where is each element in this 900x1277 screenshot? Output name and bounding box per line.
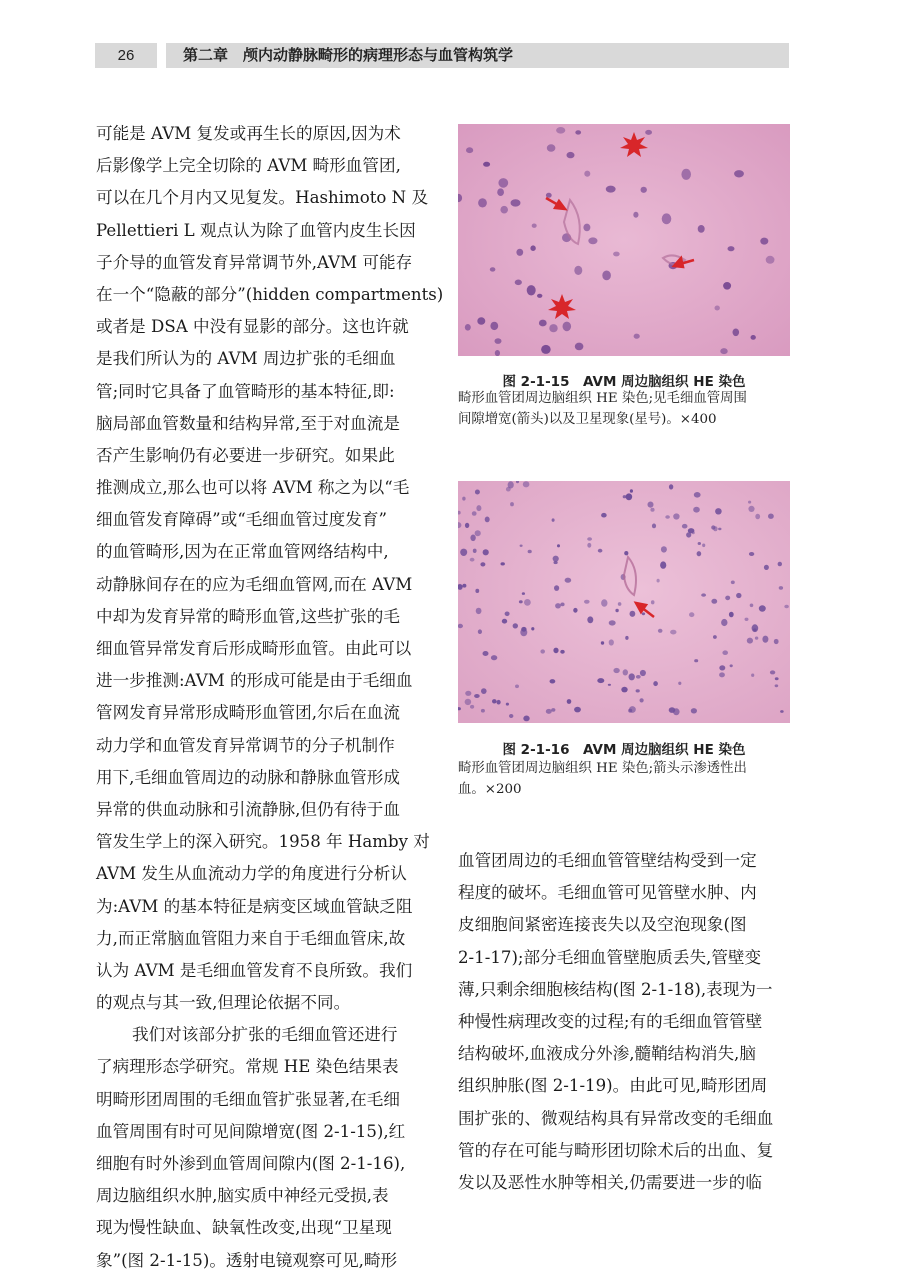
text-line: 脑局部血管数量和结构异常,至于对血流是 <box>96 413 400 433</box>
cell-nucleus <box>540 649 545 653</box>
cell-nucleus <box>658 629 663 633</box>
text-line: 或者是 DSA 中没有显影的部分。这也许就 <box>96 317 409 337</box>
cell-nucleus <box>466 147 473 153</box>
cell-nucleus <box>527 285 536 295</box>
caption-line: 畸形血管团周边脑组织 HE 染色;见毛细血管周围 <box>458 391 747 406</box>
cell-nucleus <box>689 612 694 617</box>
cell-nucleus <box>729 612 734 618</box>
cell-nucleus <box>608 684 611 686</box>
text-line: 管;同时它具备了血管畸形的基本特征,即: <box>96 381 395 401</box>
cell-nucleus <box>523 716 529 722</box>
text-line: 推测成立,那么也可以将 AVM 称之为以“毛 <box>96 478 410 498</box>
cell-nucleus <box>784 605 789 609</box>
cell-nucleus <box>587 537 592 541</box>
text-line: 发以及恶性水肿等相关,仍需要进一步的临 <box>458 1172 762 1192</box>
text-line: 血管周围有时可见间隙增宽(图 2-1-15),红 <box>96 1121 406 1141</box>
cell-nucleus <box>490 267 496 271</box>
cell-nucleus <box>601 599 607 607</box>
cell-nucleus <box>731 581 735 585</box>
cell-nucleus <box>673 513 679 519</box>
cell-nucleus <box>531 627 534 630</box>
cell-nucleus <box>583 224 590 232</box>
text-line: 细胞有时外渗到血管周间隙内(图 2-1-16), <box>96 1154 406 1173</box>
cell-nucleus <box>606 186 616 193</box>
left-text-column <box>96 118 444 1277</box>
text-line: 可能是 AVM 复发或再生长的原因,因为术 <box>96 124 401 143</box>
cell-nucleus <box>618 602 622 606</box>
cell-nucleus <box>621 687 627 693</box>
cell-nucleus <box>770 670 775 674</box>
cell-nucleus <box>669 484 673 489</box>
text-line: 管网发育异常形成畸形血管团,尔后在血流 <box>96 703 400 723</box>
cell-nucleus <box>636 675 641 679</box>
text-line: 子介导的血管发育异常调节外,AVM 可能存 <box>96 252 413 272</box>
text-line: 异常的供血动脉和引流静脉,但仍有待于血 <box>96 799 400 819</box>
page-number: 26 <box>117 47 135 64</box>
cell-nucleus <box>481 709 485 713</box>
cell-nucleus <box>715 306 720 311</box>
cell-nucleus <box>780 710 784 713</box>
cell-nucleus <box>551 708 555 712</box>
cell-nucleus <box>495 350 500 356</box>
cell-nucleus <box>723 282 731 290</box>
cell-nucleus <box>657 579 660 583</box>
text-line: 是我们所认为的 AVM 周边扩张的毛细血 <box>96 349 396 369</box>
cell-nucleus <box>720 348 727 354</box>
cell-nucleus <box>693 507 700 513</box>
text-line: 2-1-17);部分毛细血管壁胞质丢失,管壁变 <box>458 947 762 967</box>
cell-nucleus <box>645 130 652 135</box>
cell-nucleus <box>694 659 698 662</box>
cell-nucleus <box>521 627 526 632</box>
cell-nucleus <box>575 130 581 134</box>
cell-nucleus <box>550 679 556 683</box>
cell-nucleus <box>660 561 666 568</box>
cell-nucleus <box>480 562 485 566</box>
cell-nucleus <box>725 596 730 601</box>
text-line: 的血管畸形,因为在正常血管网络结构中, <box>96 542 389 562</box>
cell-nucleus <box>609 620 616 625</box>
cell-nucleus <box>691 708 697 713</box>
cell-nucleus <box>760 238 768 245</box>
cell-nucleus <box>634 334 640 339</box>
text-line: 皮细胞间紧密连接丧失以及空泡现象(图 <box>458 915 747 935</box>
cell-nucleus <box>474 694 480 698</box>
cell-nucleus <box>560 603 564 607</box>
cell-nucleus <box>485 517 490 523</box>
cell-nucleus <box>516 249 523 256</box>
text-line: 可以在几个月内又见复发。Hashimoto N 及 <box>96 188 429 208</box>
cell-nucleus <box>602 271 611 281</box>
cell-nucleus <box>711 525 715 529</box>
cell-nucleus <box>541 345 551 354</box>
cell-nucleus <box>573 608 577 613</box>
text-line: 了病理形态学研究。常规 HE 染色结果表 <box>96 1057 399 1077</box>
cell-nucleus <box>462 497 465 501</box>
text-line: 为:AVM 的基本特征是病变区域血管缺乏阻 <box>96 896 413 916</box>
cell-nucleus <box>753 628 757 631</box>
cell-nucleus <box>506 703 509 706</box>
cell-nucleus <box>476 505 481 511</box>
cell-nucleus <box>774 639 779 644</box>
cell-nucleus <box>636 689 640 692</box>
figure-2-1-15-caption <box>458 388 794 430</box>
cell-nucleus <box>481 688 487 694</box>
cell-nucleus <box>764 565 769 570</box>
caption-line: 畸形血管团周边脑组织 HE 染色;箭头示渗透性出 <box>458 761 747 776</box>
cell-nucleus <box>588 237 597 244</box>
cell-nucleus <box>500 206 508 214</box>
text-line: 细血管发育障碍”或“毛细血管过度发育” <box>96 510 387 530</box>
cell-nucleus <box>574 707 581 713</box>
cell-nucleus <box>669 707 676 713</box>
cell-nucleus <box>515 280 522 286</box>
cell-nucleus <box>520 545 523 547</box>
cell-nucleus <box>609 639 614 645</box>
running-header <box>95 43 789 68</box>
cell-nucleus <box>497 188 504 196</box>
cell-nucleus <box>775 684 779 687</box>
cell-nucleus <box>523 481 530 487</box>
text-line: 进一步推测:AVM 的形成可能是由于毛细血 <box>96 671 413 691</box>
cell-nucleus <box>713 635 717 639</box>
cell-nucleus <box>718 528 721 531</box>
cell-nucleus <box>567 699 572 704</box>
text-line: 细血管异常发育后形成畸形血管。由此可以 <box>96 639 412 658</box>
cell-nucleus <box>557 544 560 547</box>
cell-nucleus <box>682 524 688 529</box>
cell-nucleus <box>598 549 603 553</box>
cell-nucleus <box>661 546 667 552</box>
cell-nucleus <box>615 609 618 612</box>
cell-nucleus <box>495 338 502 344</box>
caption-line: 血。×200 <box>458 782 522 797</box>
cell-nucleus <box>694 492 701 498</box>
text-line: AVM 发生从血流动力学的角度进行分析认 <box>96 864 407 884</box>
cell-nucleus <box>539 320 547 327</box>
cell-nucleus <box>719 665 725 670</box>
text-line: 动静脉间存在的应为毛细血管网,而在 AVM <box>96 574 413 594</box>
cell-nucleus <box>697 551 702 556</box>
text-line: 的观点与其一致,但理论依据不同。 <box>96 993 351 1013</box>
cell-nucleus <box>475 530 481 536</box>
cell-nucleus <box>755 637 758 640</box>
figure-2-1-16-caption <box>458 758 794 800</box>
cell-nucleus <box>625 636 628 640</box>
cell-nucleus <box>715 508 722 514</box>
text-line: Pellettieri L 观点认为除了血管内皮生长因 <box>96 220 416 240</box>
cell-nucleus <box>462 584 466 588</box>
cell-nucleus <box>563 322 572 332</box>
cell-nucleus <box>597 678 604 683</box>
cell-nucleus <box>681 169 691 180</box>
cell-nucleus <box>734 170 744 177</box>
text-line: 象”(图 2-1-15)。透射电镜观察可见,畸形 <box>96 1250 398 1270</box>
cell-nucleus <box>502 619 507 624</box>
cell-nucleus <box>747 638 753 644</box>
cell-nucleus <box>515 685 519 689</box>
cell-nucleus <box>587 543 591 548</box>
text-line: 周边脑组织水肿,脑实质中神经元受损,表 <box>96 1186 389 1206</box>
cell-nucleus <box>719 672 725 677</box>
cell-nucleus <box>483 651 489 656</box>
cell-nucleus <box>698 225 705 233</box>
cell-nucleus <box>483 162 490 167</box>
cell-nucleus <box>532 224 537 228</box>
cell-nucleus <box>465 699 472 705</box>
cell-nucleus <box>492 699 497 703</box>
cell-nucleus <box>497 700 501 705</box>
cell-nucleus <box>511 199 521 206</box>
cell-nucleus <box>648 502 654 508</box>
cell-nucleus <box>465 324 471 331</box>
cell-nucleus <box>549 324 557 332</box>
cell-nucleus <box>662 213 672 224</box>
cell-nucleus <box>613 252 620 257</box>
cell-nucleus <box>478 629 482 634</box>
cell-nucleus <box>624 551 628 555</box>
cell-nucleus <box>730 664 733 667</box>
cell-nucleus <box>630 489 633 493</box>
cell-nucleus <box>552 518 555 521</box>
text-line: 围扩张的、微观结构具有异常改变的毛细血 <box>458 1108 774 1128</box>
cell-nucleus <box>641 187 647 193</box>
cell-nucleus <box>755 514 760 520</box>
text-line: 现为慢性缺血、缺氧性改变,出现“卫星现 <box>96 1218 392 1238</box>
cell-nucleus <box>546 709 552 714</box>
cell-nucleus <box>749 552 754 556</box>
cell-nucleus <box>751 335 756 340</box>
text-line: 认为 AVM 是毛细血管发育不良所致。我们 <box>96 960 413 980</box>
cell-nucleus <box>490 322 498 330</box>
cell-nucleus <box>530 245 535 251</box>
cell-nucleus <box>575 343 584 351</box>
cell-nucleus <box>475 589 479 593</box>
cell-nucleus <box>547 144 556 151</box>
cell-nucleus <box>491 655 497 660</box>
text-line: 否产生影响仍有必要进一步研究。如果此 <box>96 445 395 465</box>
text-line: 后影像学上完全切除的 AVM 畸形血管团, <box>96 156 401 176</box>
cell-nucleus <box>629 706 636 713</box>
cell-nucleus <box>560 650 564 654</box>
cell-nucleus <box>465 523 469 528</box>
text-line: 动力学和血管发育异常调节的分子机制作 <box>96 735 395 755</box>
cell-nucleus <box>509 714 513 718</box>
cell-nucleus <box>750 604 754 608</box>
figure-2-1-16-micrograph <box>458 481 790 723</box>
cell-nucleus <box>751 674 754 677</box>
cell-nucleus <box>766 256 775 264</box>
cell-nucleus <box>653 681 658 686</box>
cell-nucleus <box>505 612 510 617</box>
cell-nucleus <box>768 514 774 519</box>
cell-nucleus <box>626 493 633 500</box>
right-text-column <box>458 845 792 1199</box>
cell-nucleus <box>629 673 635 680</box>
cell-nucleus <box>565 578 572 583</box>
text-line: 用下,毛细血管周边的动脉和静脉血管形成 <box>96 767 400 787</box>
cell-nucleus <box>465 691 471 696</box>
cell-nucleus <box>522 592 525 595</box>
cell-nucleus <box>652 524 656 529</box>
cell-nucleus <box>501 562 505 565</box>
cell-nucleus <box>554 585 559 591</box>
cell-nucleus <box>470 535 475 542</box>
cell-nucleus <box>748 506 754 512</box>
cell-nucleus <box>483 549 489 555</box>
cell-nucleus <box>553 556 559 562</box>
text-line: 血管团周边的毛细血管管壁结构受到一定 <box>458 851 757 870</box>
cell-nucleus <box>678 682 681 685</box>
cell-nucleus <box>640 670 646 676</box>
cell-nucleus <box>584 171 590 177</box>
cell-nucleus <box>460 549 467 556</box>
cell-nucleus <box>470 705 474 709</box>
cell-nucleus <box>513 623 518 628</box>
cell-nucleus <box>601 641 604 644</box>
cell-nucleus <box>508 481 514 488</box>
text-line: 我们对该部分扩张的毛细血管还进行 <box>132 1025 398 1045</box>
cell-nucleus <box>574 266 582 275</box>
cell-nucleus <box>601 513 607 518</box>
cell-nucleus <box>698 542 701 545</box>
cell-nucleus <box>587 616 593 623</box>
text-line: 管发生学上的深入研究。1958 年 Hamby 对 <box>96 832 430 852</box>
cell-nucleus <box>701 593 706 596</box>
cell-nucleus <box>736 593 741 598</box>
cell-nucleus <box>630 611 636 617</box>
cell-nucleus <box>519 600 523 603</box>
cell-nucleus <box>711 599 717 604</box>
cell-nucleus <box>688 528 695 533</box>
cell-nucleus <box>555 603 561 608</box>
cell-nucleus <box>779 586 783 590</box>
cell-nucleus <box>702 544 705 548</box>
cell-nucleus <box>623 669 628 675</box>
text-line: 种慢性病理改变的过程;有的毛细血管管壁 <box>458 1011 763 1031</box>
cell-nucleus <box>478 198 487 207</box>
cell-nucleus <box>510 502 514 506</box>
text-line: 结构破坏,血液成分外渗,髓鞘结构消失,脑 <box>458 1044 756 1064</box>
cell-nucleus <box>470 558 475 562</box>
cell-nucleus <box>567 152 575 158</box>
cell-nucleus <box>553 648 558 654</box>
cell-nucleus <box>498 178 508 188</box>
cell-nucleus <box>748 501 751 504</box>
caption-line: 间隙增宽(箭头)以及卫星现象(星号)。×400 <box>458 412 717 427</box>
text-line: 中却为发育异常的畸形血管,这些扩张的毛 <box>96 606 400 626</box>
cell-nucleus <box>472 511 477 516</box>
text-line: 在一个“隐蔽的部分”(hidden compartments) <box>96 284 444 304</box>
cell-nucleus <box>556 127 565 134</box>
cell-nucleus <box>633 212 638 218</box>
cell-nucleus <box>778 562 782 567</box>
cell-nucleus <box>477 317 485 324</box>
text-line: 组织肿胀(图 2-1-19)。由此可见,畸形团周 <box>458 1076 768 1096</box>
cell-nucleus <box>775 677 779 680</box>
cell-nucleus <box>613 668 619 673</box>
cell-nucleus <box>475 490 480 495</box>
cell-nucleus <box>728 246 735 251</box>
figure-2-1-16-title: 图 2-1-16 AVM 周边脑组织 HE 染色 <box>502 742 746 758</box>
cell-nucleus <box>759 605 766 611</box>
cell-nucleus <box>670 630 676 635</box>
chapter-title: 第二章 颅内动静脉畸形的病理形态与血管构筑学 <box>183 46 514 64</box>
cell-nucleus <box>528 550 532 554</box>
cell-nucleus <box>665 515 670 519</box>
text-line: 薄,只剩余细胞核结构(图 2-1-18),表现为一 <box>458 979 773 999</box>
cell-nucleus <box>722 650 728 655</box>
cell-nucleus <box>745 618 749 621</box>
figure-2-1-15-micrograph <box>458 124 790 356</box>
cell-nucleus <box>762 636 768 643</box>
text-line: 程度的破坏。毛细血管可见管壁水肿、内 <box>458 883 757 903</box>
figure-2-1-15-title: 图 2-1-15 AVM 周边脑组织 HE 染色 <box>502 374 746 390</box>
cell-nucleus <box>640 698 644 702</box>
cell-nucleus <box>476 608 482 614</box>
cell-nucleus <box>537 294 542 298</box>
text-line: 管的存在可能与畸形团切除术后的出血、复 <box>458 1140 774 1160</box>
header-divider <box>157 43 166 68</box>
text-line: 明畸形团周围的毛细血管扩张显著,在毛细 <box>96 1089 400 1109</box>
cell-nucleus <box>642 612 645 615</box>
cell-nucleus <box>584 600 590 604</box>
cell-nucleus <box>650 508 654 512</box>
text-line: 力,而正常脑血管阻力来自于毛细血管床,故 <box>96 928 406 948</box>
cell-nucleus <box>473 549 477 553</box>
cell-nucleus <box>721 619 727 626</box>
cell-nucleus <box>651 600 655 604</box>
cell-nucleus <box>733 329 740 337</box>
cell-nucleus <box>524 599 531 606</box>
